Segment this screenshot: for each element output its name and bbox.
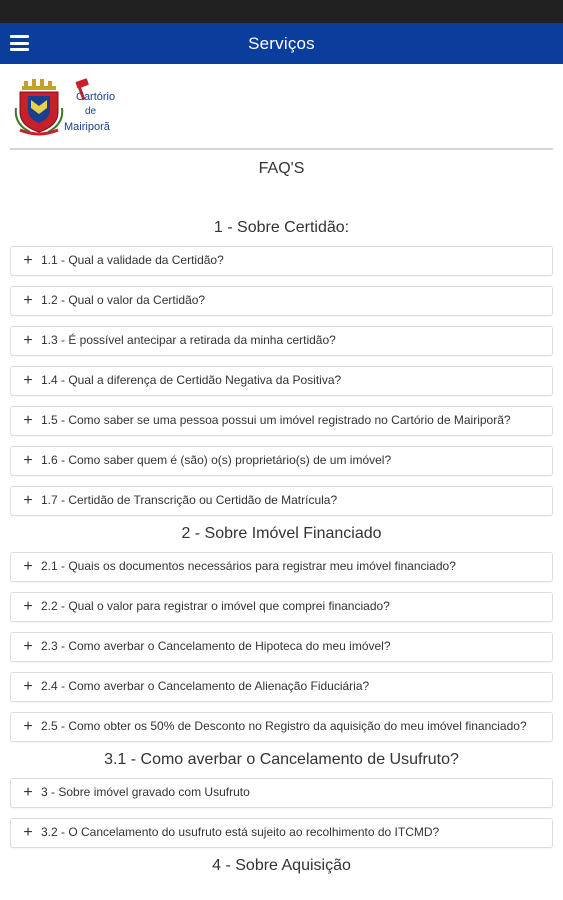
faq-item[interactable] (10, 632, 553, 662)
section-title: 2 - Sobre Imóvel Financiado (181, 525, 382, 542)
faq-question: 1.5 - Como saber se uma pessoa possui um imóvel registrado no Cartório de Mairiporã? (41, 413, 511, 427)
coat-of-arms-icon (16, 79, 62, 134)
faq-item[interactable] (10, 286, 553, 316)
faq-item[interactable] (10, 672, 553, 702)
faq-question: 2.5 - Como obter os 50% de Desconto no Registro da aquisição do meu imóvel financiado? (41, 719, 527, 733)
plus-icon: + (23, 372, 33, 389)
faq-item[interactable] (10, 446, 553, 476)
faq-item[interactable] (10, 366, 553, 396)
faq-item[interactable] (10, 712, 553, 742)
logo-text-line1: Cartório (76, 91, 116, 103)
plus-icon: + (23, 452, 33, 469)
plus-icon: + (23, 332, 33, 349)
faq-list-certidao (0, 246, 563, 516)
plus-icon: + (23, 784, 33, 801)
faq-question: 3.2 - O Cancelamento do usufruto está sujeito ao recolhimento do ITCMD? (41, 825, 440, 839)
faq-question: 1.2 - Qual o valor da Certidão? (41, 293, 206, 307)
faq-item[interactable] (10, 246, 553, 276)
faq-question: 1.7 - Certidão de Transcrição ou Certidão de Matrícula? (41, 493, 338, 507)
faq-question: 3 - Sobre imóvel gravado com Usufruto (41, 785, 250, 799)
faq-item[interactable] (10, 406, 553, 436)
faq-question: 1.6 - Como saber quem é (são) o(s) proprietário(s) de um imóvel? (41, 453, 392, 467)
faq-item[interactable] (10, 486, 553, 516)
plus-icon: + (23, 824, 33, 841)
faq-question: 1.1 - Qual a validade da Certidão? (41, 253, 224, 267)
faq-content (0, 218, 563, 876)
plus-icon: + (23, 558, 33, 575)
section-title: 4 - Sobre Aquisição (212, 857, 351, 874)
plus-icon: + (23, 598, 33, 615)
plus-icon: + (23, 638, 33, 655)
plus-icon: + (23, 412, 33, 429)
faq-item[interactable] (10, 326, 553, 356)
plus-icon: + (23, 678, 33, 695)
faq-title: FAQ'S (258, 160, 305, 177)
faq-item[interactable] (10, 818, 553, 848)
plus-icon: + (23, 252, 33, 269)
app-bar (0, 23, 563, 64)
logo-text-line2: de (85, 106, 97, 117)
faq-question: 2.4 - Como averbar o Cancelamento de Alienação Fiduciária? (41, 679, 370, 693)
faq-item[interactable] (10, 552, 553, 582)
status-bar (0, 0, 563, 23)
faq-question: 1.4 - Qual a diferença de Certidão Negativa da Positiva? (41, 373, 342, 387)
divider (10, 148, 553, 150)
logo-area (0, 64, 563, 148)
faq-item[interactable] (10, 778, 553, 808)
faq-list-financiado (0, 552, 563, 742)
faq-question: 2.2 - Qual o valor para registrar o imóvel que comprei financiado? (41, 599, 390, 613)
section-title: 1 - Sobre Certidão: (213, 219, 350, 236)
section-title: 3.1 - Como averbar o Cancelamento de Usufruto? (104, 751, 459, 768)
faq-question: 1.3 - É possível antecipar a retirada da minha certidão? (41, 333, 336, 347)
faq-question: 2.3 - Como averbar o Cancelamento de Hipoteca do meu imóvel? (41, 639, 391, 653)
faq-item[interactable] (10, 592, 553, 622)
cartorio-logo (14, 78, 118, 138)
logo-text-line3: Mairiporã (64, 121, 110, 133)
plus-icon: + (23, 718, 33, 735)
faq-question: 2.1 - Quais os documentos necessários para registrar meu imóvel financiado? (41, 559, 456, 573)
plus-icon: + (23, 492, 33, 509)
plus-icon: + (23, 292, 33, 309)
app-title: Serviços (248, 33, 315, 53)
faq-list-usufruto (0, 778, 563, 848)
hamburger-icon (10, 35, 29, 51)
menu-button[interactable] (10, 35, 29, 51)
